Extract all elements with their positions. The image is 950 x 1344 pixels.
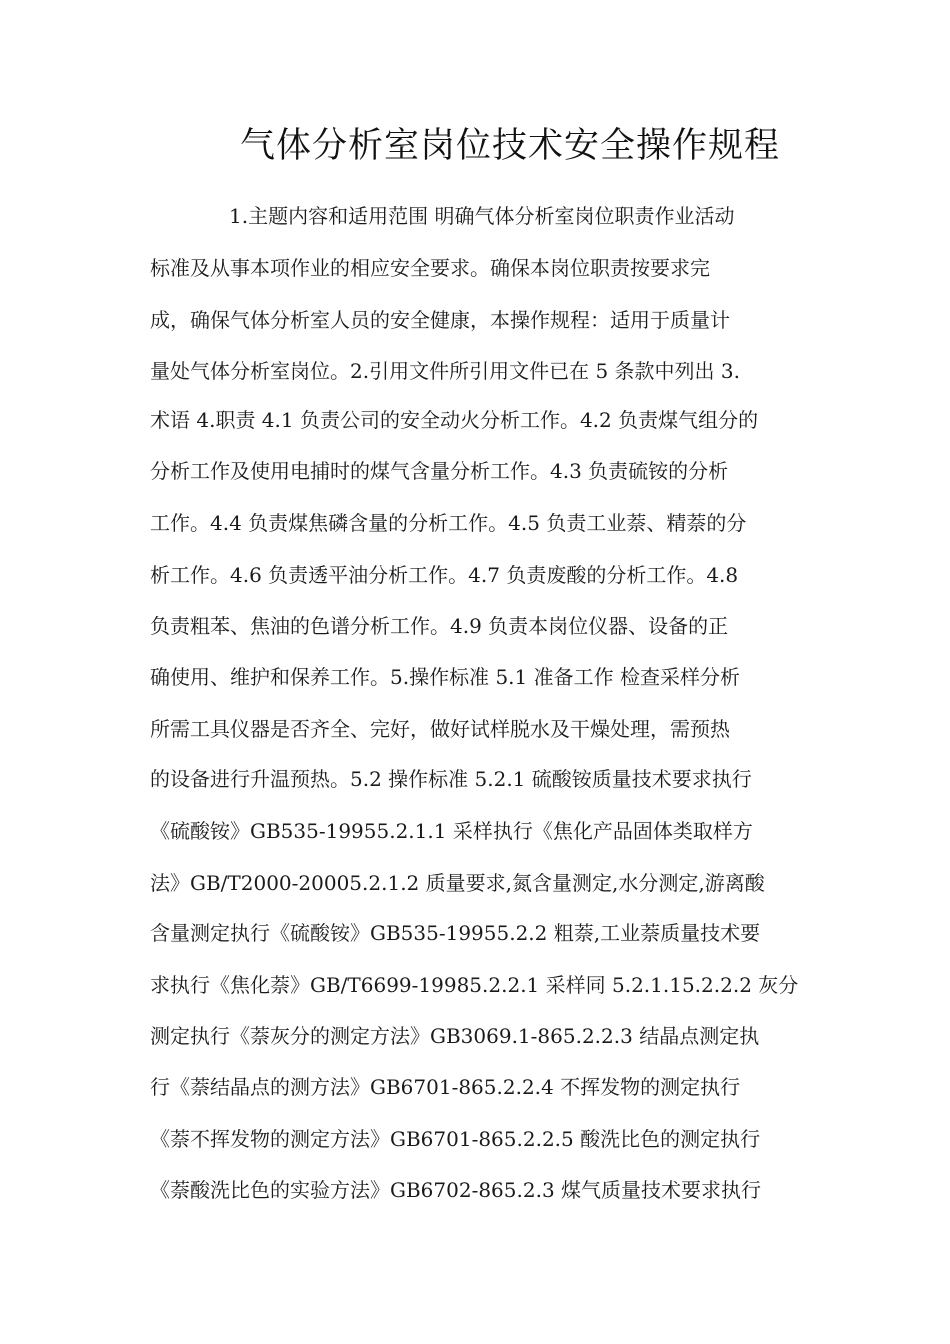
body-line: 法》GB/T2000-20005.2.1.2 质量要求,氮含量测定,水分测定,游离酸 [150, 871, 765, 895]
body-line: 工作。4.4 负责煤焦磷含量的分析工作。4.5 负责工业萘、精萘的分 [150, 511, 747, 535]
body-line: 分析工作及使用电捕时的煤气含量分析工作。4.3 负责硫铵的分析 [150, 459, 729, 483]
body-line: 的设备进行升温预热。5.2 操作标准 5.2.1 硫酸铵质量技术要求执行 [150, 767, 752, 791]
body-line: 量处气体分析室岗位。2.引用文件所引用文件已在 5 条款中列出 3. [150, 359, 740, 383]
body-line: 所需工具仪器是否齐全、完好，做好试样脱水及干燥处理，需预热 [150, 717, 730, 741]
body-line: 《硫酸铵》GB535-19955.2.1.1 采样执行《焦化产品固体类取样方 [150, 819, 753, 843]
body-line: 测定执行《萘灰分的测定方法》GB3069.1-865.2.2.3 结晶点测定执 [150, 1024, 760, 1048]
body-line: 确使用、维护和保养工作。5.操作标准 5.1 准备工作 检查采样分析 [150, 665, 740, 689]
body-line: 《萘酸洗比色的实验方法》GB6702-865.2.3 煤气质量技术要求执行 [150, 1178, 762, 1202]
body-line: 行《萘结晶点的测方法》GB6701-865.2.2.4 不挥发物的测定执行 [150, 1075, 741, 1099]
body-line: 负责粗苯、焦油的色谱分析工作。4.9 负责本岗位仪器、设备的正 [150, 614, 729, 638]
body-line: 求执行《焦化萘》GB/T6699-19985.2.2.1 采样同 5.2.1.15.2.2.2 灰分 [150, 973, 799, 997]
body-line: 《萘不挥发物的测定方法》GB6701-865.2.2.5 酸洗比色的测定执行 [150, 1127, 761, 1151]
body-line: 标准及从事本项作业的相应安全要求。确保本岗位职责按要求完 [150, 256, 710, 280]
body-line: 术语 4.职责 4.1 负责公司的安全动火分析工作。4.2 负责煤气组分的 [150, 408, 759, 432]
body-line: 1.主题内容和适用范围 明确气体分析室岗位职责作业活动 [229, 204, 735, 228]
body-line: 含量测定执行《硫酸铵》GB535-19955.2.2 粗萘,工业萘质量技术要 [150, 921, 761, 945]
body-line: 析工作。4.6 负责透平油分析工作。4.7 负责废酸的分析工作。4.8 [150, 563, 739, 587]
document-title: 气体分析室岗位技术安全操作规程 [239, 126, 780, 166]
body-line: 成，确保气体分析室人员的安全健康，本操作规程：适用于质量计 [150, 308, 730, 332]
